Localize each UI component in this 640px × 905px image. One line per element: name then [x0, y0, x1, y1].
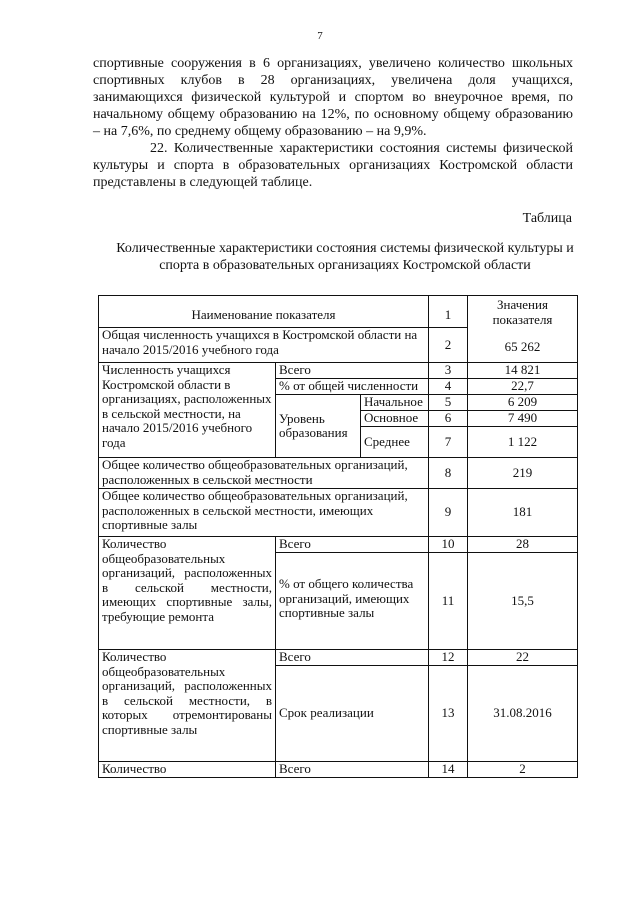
row-14-value: 2	[468, 762, 578, 778]
row-8-name: Общее количество общеобразовательных организаций, расположенных в сельской местности	[99, 458, 429, 489]
row-8-value: 219	[468, 458, 578, 489]
group-2-label: Количество общеобразовательных организаций, расположенных в сельской местности, имеющих спортивные залы, требующие ремонта	[99, 537, 276, 650]
row-4-sub: % от общей численности	[276, 379, 429, 395]
row-10-num: 10	[429, 537, 468, 553]
row-14-num: 14	[429, 762, 468, 778]
body-text	[93, 55, 573, 191]
header-name-cell: Наименование показателя	[99, 296, 429, 328]
row-2-name: Общая численность учащихся в Костромской области на начало 2015/2016 учебного года	[99, 328, 429, 363]
row-11-num: 11	[429, 553, 468, 650]
row-6-value: 7 490	[468, 411, 578, 427]
row-3-value: 14 821	[468, 363, 578, 379]
table-row-12	[99, 650, 578, 666]
row-7-num: 7	[429, 427, 468, 458]
table-header-row	[99, 296, 578, 328]
row-6-sub: Основное	[361, 411, 429, 427]
row-7-value: 1 122	[468, 427, 578, 458]
row-10-sub: Всего	[276, 537, 429, 553]
table-row-10	[99, 537, 578, 553]
row-3-sub: Всего	[276, 363, 429, 379]
table-row-3	[99, 363, 578, 379]
table-row-9	[99, 489, 578, 537]
row-4-num: 4	[429, 379, 468, 395]
row-8-num: 8	[429, 458, 468, 489]
row-3-num: 3	[429, 363, 468, 379]
row-12-num: 12	[429, 650, 468, 666]
row-12-sub: Всего	[276, 650, 429, 666]
header-num-cell: 1	[429, 296, 468, 328]
table-row-8	[99, 458, 578, 489]
row-7-sub: Среднее	[361, 427, 429, 458]
header-value-text: Значения показателя	[492, 297, 553, 327]
table-label: Таблица	[522, 211, 572, 226]
table-title: Количественные характеристики состояния системы физической культуры и спорта в образовательных организациях Костромской области	[116, 241, 574, 273]
row-10-value: 28	[468, 537, 578, 553]
row-13-num: 13	[429, 666, 468, 762]
row-2-value: 65 262	[504, 339, 541, 354]
group-3-label: Количество общеобразовательных организаций, расположенных в сельской местности, в которых отремонтированы спортивные залы	[99, 650, 276, 762]
group-4-label: Количество	[99, 762, 276, 778]
row-14-sub: Всего	[276, 762, 429, 778]
row-11-value: 15,5	[468, 553, 578, 650]
row-4-value: 22,7	[468, 379, 578, 395]
paragraph-2: 22. Количественные характеристики состояния системы физической культуры и спорта в образовательных организациях Костромской области представлены в следующей таблице.	[93, 141, 573, 190]
page-number: 7	[317, 30, 323, 42]
row-5-sub: Начальное	[361, 395, 429, 411]
paragraph-1: спортивные сооружения в 6 организациях, увеличено количество школьных спортивных клубов в 28 организациях, увеличена доля учащихся, занимающихся физической культурой и спортом во внеурочное время, по начальному общему образованию на 12%, по основному общему образованию – на 7,6%, по среднему общему образованию – на 9,9%.	[93, 56, 573, 139]
row-11-sub: % от общего количества организаций, имеющих спортивные залы	[276, 553, 429, 650]
header-value-cell	[468, 296, 578, 363]
row-6-num: 6	[429, 411, 468, 427]
row-5-num: 5	[429, 395, 468, 411]
row-2-num: 2	[429, 328, 468, 363]
row-9-value: 181	[468, 489, 578, 537]
level-label: Уровень образования	[276, 395, 361, 458]
row-13-value: 31.08.2016	[468, 666, 578, 762]
row-12-value: 22	[468, 650, 578, 666]
row-9-num: 9	[429, 489, 468, 537]
group-1-label: Численность учащихся Костромской области в организациях, расположенных в сельской местности, на начало 2015/2016 учебного года	[99, 363, 276, 458]
row-9-name: Общее количество общеобразовательных организаций, расположенных в сельской местности, имеющих спортивные залы	[99, 489, 429, 537]
row-13-sub: Срок реализации	[276, 666, 429, 762]
row-5-value: 6 209	[468, 395, 578, 411]
table-row-14	[99, 762, 578, 778]
data-table	[98, 295, 578, 778]
